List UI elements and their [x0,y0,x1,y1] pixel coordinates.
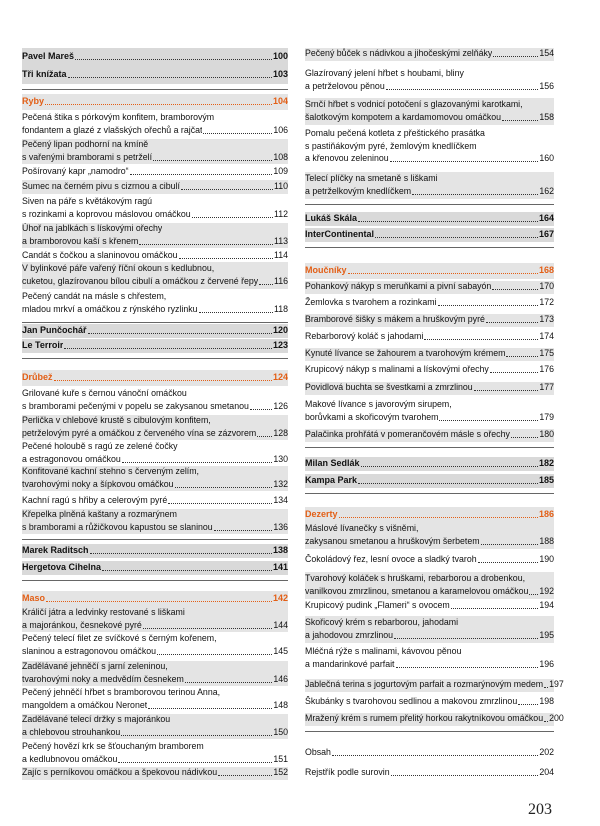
toc-entry-peceny-bucek-s-nadivkou-a-jihoceskymi-ze [305,48,554,61]
dot-leader [185,682,272,683]
dot-leader [148,708,272,709]
dot-leader [478,562,539,563]
entry-title-line: a mandarinkové parfait [305,658,395,669]
entry-title-line: Tři knížata [22,68,67,79]
dot-leader [214,530,273,531]
entry-page-number: 194 [539,600,554,611]
entry-title-line: Králičí játra a ledvinky restované s liškami [22,606,185,617]
toc-entry-glazirovany-jeleni-hrbet-s-houbami-bliny [305,67,554,94]
dot-leader [218,775,272,776]
toc-entry-kynute-livance-se-zahourem-a-tvarohovym- [305,348,554,361]
entry-title-line: slaninou a estragonovou omáčkou [22,645,156,656]
section-divider [305,447,554,448]
entry-page-number: 110 [273,180,288,191]
entry-title-line: Jan Punčochář [22,324,87,335]
dot-leader [88,333,272,334]
entry-title-line: Rebarborový koláč s jahodami [305,331,424,342]
dot-leader [493,56,538,57]
entry-page-number: 145 [273,645,288,656]
entry-title-line: Máslové lívanečky s višněmi, [305,522,419,533]
entry-title-line: Maso [22,592,46,603]
entry-page-number: 134 [273,494,288,505]
dot-leader [474,390,539,391]
entry-page-number: 120 [272,324,288,335]
entry-title-line: petrželovým pyré a omáčkou z červeného vína se zázvorem [22,427,257,438]
section-divider [22,358,288,359]
entry-page-number: 124 [272,371,288,382]
entry-title-line: Moučníky [305,264,347,275]
entry-page-number: 148 [273,699,288,710]
entry-page-number: 104 [272,95,288,106]
entry-page-number: 200 [549,713,564,724]
entry-title-line: fondantem a glazé z vlašských ořechů a rajčat [22,124,203,135]
toc-entry-peceny-jehneci-hrbet-s-bramborovou-terin [22,687,288,712]
entry-page-number: 198 [539,696,554,707]
dot-leader [203,133,272,134]
entry-title-line: Pečený telecí filet ze svíčkové s černým kořenem, [22,632,217,643]
entry-title-line: Krupicový pudink „Flameri“ s ovocem [305,600,450,611]
entry-title-line: Milan Sedlák [305,457,360,468]
toc-entry-cokoladovy-rez-lesni-ovoce-a-sladky-tvar [305,554,554,567]
entry-title-line: Makové lívance s javorovým sirupem, [305,398,452,409]
entry-page-number: 204 [539,767,554,778]
toc-entry-krupicovy-nakyp-s-malinami-a-liskovymi-o [305,364,554,377]
entry-title-line: tvarohovými noky a šípkovou omáčkou [22,478,174,489]
chef-entry-lukas-skala [305,212,554,226]
entry-title-line: mangoldem a omáčkou Neronet [22,699,148,710]
dot-leader [46,601,272,602]
entry-title-line: Pavel Mareš [22,50,75,61]
entry-page-number: 151 [273,753,288,764]
entry-title-line: Mražený krém s rumem přelitý horkou rakytníkovou omáčkou [305,713,544,724]
toc-entry-peceny-lipan-podhorni-na-kmine [22,139,288,164]
toc-entry-mlecna-ryze-s-malinami-kavovou-penou [305,645,554,672]
entry-page-number: 185 [538,474,554,485]
entry-page-number: 103 [272,68,288,79]
toc-entry-siven-na-pare-s-kvetakovym-ragu [22,196,288,221]
entry-title-line: Pohankový nákyp s meruňkami a pivní sabayón [305,281,492,292]
entry-title-line: s rozinkami a koprovou máslovou omáčkou [22,208,191,219]
entry-title-line: Zadělávané telecí držky s majoránkou [22,713,171,724]
dot-leader [451,608,539,609]
dot-leader [358,221,538,222]
chef-entry-marek-raditsch [22,544,288,558]
section-divider [22,89,288,90]
section-divider [22,539,288,540]
toc-entry-povidlova-buchta-se-svestkami-a-zmrzlino [305,382,554,395]
dot-leader [168,503,272,504]
entry-page-number: 141 [272,561,288,572]
toc-entry-grilovane-kure-s-cernou-vanocni-omackou [22,388,288,413]
toc-entry-skoricovy-krem-s-rebarborou-jahodami [305,616,554,643]
dot-leader [358,483,538,484]
entry-page-number: 170 [539,281,554,292]
chef-entry-hergetova-cihelna [22,561,288,575]
dot-leader [481,544,539,545]
dot-leader [250,409,272,410]
chef-entry-le-terroir [22,339,288,353]
entry-page-number: 188 [539,535,554,546]
entry-title-line: Pečený bůček s nádivkou a jihočeskými zelňáky [305,48,493,59]
entry-page-number: 126 [273,400,288,411]
entry-page-number: 113 [273,235,288,246]
section-heading-dezerty [305,507,554,523]
entry-page-number: 160 [539,153,554,164]
dot-leader [394,638,538,639]
dot-leader [390,161,539,162]
entry-title-line: Škubánky s tvarohovou sedlinou a makovou zmrzlinou [305,696,518,707]
toc-entry-rejstrik-podle-surovin [305,767,554,780]
dot-leader [259,284,273,285]
dot-leader [90,553,272,554]
dot-leader [118,762,272,763]
entry-title-line: Siven na páře s květákovým ragú [22,195,153,206]
toc-entry-jablecna-terina-s-jogurtovym-parfait-a-r [305,679,564,692]
entry-title-line: cuketou, glazírovanou bílou cibulí a omáčkou z červené řepy [22,275,259,286]
entry-title-line: InterContinental [305,228,374,239]
dot-leader [68,77,272,78]
entry-page-number: 192 [539,585,554,596]
entry-title-line: Rejstřík podle surovin [305,767,390,778]
dot-leader [64,348,272,349]
dot-leader [439,420,538,421]
section-heading-drubez [22,370,288,386]
dot-leader [529,594,538,595]
dot-leader [121,735,272,736]
dot-leader [257,436,272,437]
entry-title-line: Pečený jehněčí hřbet s bramborovou terinou Anna, [22,686,221,697]
entry-title-line: a petrželkovým knedlíčkem [305,185,412,196]
toc-entry-teleci-plicky-na-smetane-s-liskami [305,172,554,199]
entry-title-line: s bramborami pečenými v popelu se zakysanou smetanou [22,400,249,411]
toc-entry-kachni-ragu-s-hriby-a-celerovym-pyre [22,494,288,508]
entry-page-number: 152 [273,767,288,778]
dot-leader [375,237,538,238]
entry-title-line: s vařenými bramborami s petrželí [22,151,153,162]
dot-leader [192,217,273,218]
dot-leader [490,372,538,373]
dot-leader [506,356,538,357]
toc-entry-bramborove-sisky-s-makem-a-hruskovym-pyr [305,314,554,327]
entry-title-line: Křepelka plněná kaštany a rozmarýnem [22,508,178,519]
entry-title-line: Čokoládový řez, lesní ovoce a sladký tvaroh [305,554,477,565]
chef-entry-intercontinental [305,228,554,242]
dot-leader [438,305,539,306]
entry-page-number: 175 [539,348,554,359]
dot-leader [544,687,548,688]
section-heading-ryby [22,94,288,110]
dot-leader [122,462,273,463]
entry-page-number: 108 [273,151,288,162]
dot-leader [348,273,538,274]
page-number: 203 [528,801,552,818]
toc-entry-konfitovane-kachni-stehno-s-cervenym-zel [22,466,288,491]
dot-leader [332,755,538,756]
dot-leader [199,312,273,313]
toc-entry-uhor-na-jablkach-s-liskovymi-orechy [22,223,288,248]
entry-page-number: 144 [273,619,288,630]
dot-leader [511,437,538,438]
toc-entry-peceny-candat-na-masle-s-chrestem [22,290,288,317]
section-divider [305,731,554,732]
entry-page-number: 172 [539,297,554,308]
entry-title-line: Kachní ragú s hřiby a celerovým pyré [22,494,168,505]
toc-entry-zemlovka-s-tvarohem-a-rozinkami [305,297,554,310]
toc-entry-krepelka-plnena-kastany-a-rozmarynem [22,509,288,534]
entry-title-line: Pečený candát na másle s chřestem, [22,290,167,301]
section-heading-moucniky [305,263,554,279]
dot-leader [139,244,273,245]
entry-title-line: s bramborami a růžičkovou kapustou se slaninou [22,521,213,532]
entry-page-number: 186 [538,508,554,519]
toc-entry-palacinka-prohrata-v-pomerancovem-masle- [305,429,554,442]
entry-page-number: 130 [273,453,288,464]
toc-entry-posirovany-kapr-namodro [22,165,288,179]
entry-page-number: 146 [273,673,288,684]
toc-entry-perlicka-v-chlebove-kruste-s-cibulovym-k [22,415,288,440]
entry-page-number: 173 [539,314,554,325]
toc-entry-zadelavane-teleci-drzky-s-majorankou [22,714,288,739]
entry-title-line: Zajíc s perníkovou omáčkou a špekovou nádivkou [22,767,218,778]
section-divider [22,580,288,581]
dot-leader [54,380,272,381]
entry-title-line: Srnčí hřbet s vodnicí potočení s glazovanými karotkami, [305,98,523,109]
toc-entry-pecena-stika-s-porkovym-konfitem-brambor [22,112,288,137]
entry-title-line: borůvkami a skořicovým tvarohem [305,411,439,422]
chef-entry-jan-puncochar [22,324,288,338]
entry-page-number: 174 [539,331,554,342]
entry-page-number: 100 [272,50,288,61]
dot-leader [386,89,539,90]
dot-leader [179,258,273,259]
entry-page-number: 190 [539,554,554,565]
entry-title-line: Perlička v chlebové krustě s cibulovým konfitem, [22,414,211,425]
entry-title-line: Glazírovaný jelení hřbet s houbami, bliny [305,67,464,78]
entry-title-line: Dezerty [305,508,338,519]
entry-page-number: 177 [539,382,554,393]
entry-title-line: Skořicový krém s rebarborou, jahodami [305,616,459,627]
entry-title-line: s pastiňákovým pyré, žemlovým knedlíčkem [305,140,477,151]
dot-leader [175,487,273,488]
entry-title-line: Pečený lipan podhorní na kmíně [22,138,149,149]
entry-page-number: 138 [272,544,288,555]
entry-title-line: Telecí plíčky na smetaně s liškami [305,172,438,183]
toc-entry-v-bylinkove-pare-vareny-ricni-okoun-s-ke [22,262,288,289]
entry-page-number: 142 [272,592,288,603]
toc-entry-makove-livance-s-javorovym-sirupem [305,398,554,425]
entry-page-number: 196 [539,658,554,669]
entry-page-number: 197 [549,679,564,690]
entry-title-line: Žemlovka s tvarohem a rozinkami [305,297,437,308]
entry-title-line: Tvarohový koláček s hruškami, rebarborou a drobenkou, [305,572,526,583]
dot-leader [153,160,272,161]
entry-page-number: 128 [273,427,288,438]
toc-entry-pecene-holoube-s-ragu-ze-zelene-cocky [22,441,288,466]
entry-page-number: 109 [273,165,288,176]
dot-leader [339,517,538,518]
entry-page-number: 112 [273,208,288,219]
entry-page-number: 176 [539,364,554,375]
entry-page-number: 195 [539,629,554,640]
toc-entry-skubanky-s-tvarohovou-sedlinou-a-makovou [305,696,554,709]
entry-title-line: Grilované kuře s černou vánoční omáčkou [22,387,187,398]
toc-entry-rebarborovy-kolac-s-jahodami [305,331,554,344]
entry-title-line: Drůbež [22,371,53,382]
entry-page-number: 164 [538,212,554,223]
entry-title-line: Obsah [305,747,331,758]
entry-page-number: 202 [539,747,554,758]
section-divider [305,204,554,205]
chef-entry-kampa-park [305,474,554,488]
entry-title-line: Konfitované kachní stehno s červeným zelím, [22,465,200,476]
entry-title-line: Krupicový nákyp s malinami a lískovými ořechy [305,364,489,375]
chef-entry-tri-knizata [22,66,288,84]
entry-title-line: a chlebovou strouhankou [22,726,121,737]
entry-page-number: 136 [273,521,288,532]
toc-entry-maslove-livanecky-s-visnemi [305,522,554,549]
dot-leader [544,721,548,722]
entry-page-number: 158 [539,111,554,122]
entry-title-line: Kynuté lívance se žahourem a tvarohovým krémem [305,348,506,359]
dot-leader [492,289,538,290]
entry-title-line: Pošírovaný kapr „namodro“ [22,165,129,176]
dot-leader [424,339,538,340]
entry-page-number: 179 [539,411,554,422]
entry-title-line: tvarohovými noky a medvědím česnekem [22,673,184,684]
entry-title-line: Kampa Park [305,474,358,485]
entry-page-number: 118 [273,303,288,314]
entry-title-line: Candát s čočkou a slaninovou omáčkou [22,250,178,261]
dot-leader [45,104,272,105]
entry-title-line: Palačinka prohřátá v pomerančovém másle s ořechy [305,429,510,440]
dot-leader [391,775,539,776]
section-divider [305,247,554,248]
entry-title-line: Mléčná rýže s malinami, kávovou pěnou [305,645,462,656]
entry-title-line: Pečená štika s pórkovým konfitem, bramborovým [22,111,215,122]
dot-leader [502,120,538,121]
entry-title-line: a křenovou zeleninou [305,153,389,164]
entry-title-line: Povidlová buchta se švestkami a zmrzlinou [305,382,473,393]
dot-leader [181,189,273,190]
entry-title-line: Jablečná terina s jogurtovým parfait a rozmarýnovým medem [305,679,544,690]
entry-page-number: 154 [539,48,554,59]
entry-title-line: a majoránkou, česnekové pyré [22,619,142,630]
dot-leader [75,59,272,60]
chef-entry-pavel-mares [22,48,288,66]
entry-title-line: Lukáš Skála [305,212,358,223]
entry-title-line: šalotkovým kompotem a kardamomovou omáčkou [305,111,502,122]
entry-title-line: a bramborovou kaší s křenem [22,235,139,246]
toc-entry-zajic-s-pernikovou-omackou-a-spekovou-na [22,767,288,780]
entry-page-number: 150 [273,726,288,737]
entry-page-number: 182 [538,457,554,468]
entry-title-line: Zadělávané jehněčí s jarní zeleninou, [22,660,168,671]
section-divider [22,322,288,323]
toc-entry-tvarohovy-kolacek-s-hruskami-rebarborou- [305,572,554,599]
toc-entry-pohankovy-nakyp-s-merunkami-a-pivni-saba [305,281,554,294]
entry-title-line: Ryby [22,95,45,106]
toc-entry-pomalu-pecena-kotleta-z-prestickeho-pras [305,127,554,167]
entry-page-number: 114 [273,250,288,261]
chef-entry-milan-sedlak [305,457,554,471]
dot-leader [102,570,272,571]
dot-leader [396,667,539,668]
entry-title-line: zakysanou smetanou a hruškovým šerbetem [305,535,480,546]
section-divider [305,493,554,494]
entry-page-number: 116 [273,275,288,286]
toc-entry-mrazeny-krem-s-rumem-prelity-horkou-raky [305,713,564,726]
dot-leader [518,704,538,705]
entry-title-line: V bylinkové páře vařený říční okoun s kedlubnou, [22,262,215,273]
toc-entry-sumec-na-cernem-pivu-s-cizrnou-a-cibuli [22,180,288,194]
toc-entry-peceny-hovezi-krk-se-stouchanym-brambore [22,741,288,766]
entry-title-line: Le Terroir [22,339,64,350]
entry-page-number: 167 [538,228,554,239]
entry-page-number: 156 [539,80,554,91]
entry-page-number: 162 [539,185,554,196]
toc-entry-obsah [305,747,554,760]
entry-title-line: vanilkovou zmrzlinou, smetanou a karamelovou omáčkou [305,585,529,596]
toc-entry-srnci-hrbet-s-vodnici-potoceni-s-glazova [305,98,554,125]
entry-page-number: 168 [538,264,554,275]
dot-leader [361,466,538,467]
dot-leader [157,654,272,655]
toc-entry-krupicovy-pudink-flameri-s-ovocem [305,600,554,613]
entry-title-line: a petrželovou pěnou [305,80,385,91]
entry-title-line: Úhoř na jablkách s lískovými ořechy [22,222,163,233]
dot-leader [130,174,273,175]
entry-title-line: Hergetova Cihelna [22,561,102,572]
entry-page-number: 180 [539,429,554,440]
entry-title-line: Pomalu pečená kotleta z přeštického prasátka [305,128,485,139]
entry-title-line: a kedlubnovou omáčkou [22,753,118,764]
section-heading-maso [22,591,288,607]
entry-title-line: mladou mrkví a omáčkou z rýnského ryzlinku [22,303,198,314]
entry-title-line: a estragonovou omáčkou [22,453,121,464]
toc-entry-zadelavane-jehneci-s-jarni-zeleninou [22,661,288,686]
toc-entry-kralici-jatra-a-ledvinky-restovane-s-lis [22,607,288,632]
dot-leader [412,194,538,195]
entry-title-line: Sumec na černém pivu s cizrnou a cibulí [22,180,180,191]
entry-page-number: 132 [273,478,288,489]
dot-leader [486,322,538,323]
entry-title-line: Bramborové šišky s mákem a hruškovým pyré [305,314,485,325]
entry-title-line: a jahodovou zmrzlinou [305,629,394,640]
entry-title-line: Marek Raditsch [22,544,89,555]
toc-entry-peceny-teleci-filet-ze-svickove-s-cernym [22,633,288,658]
dot-leader [143,628,273,629]
entry-title-line: Pečený hovězí krk se šťouchaným bramborem [22,740,204,751]
entry-page-number: 106 [273,124,288,135]
entry-page-number: 123 [272,339,288,350]
entry-title-line: Pečené holoubě s ragú ze zelené čočky [22,440,178,451]
